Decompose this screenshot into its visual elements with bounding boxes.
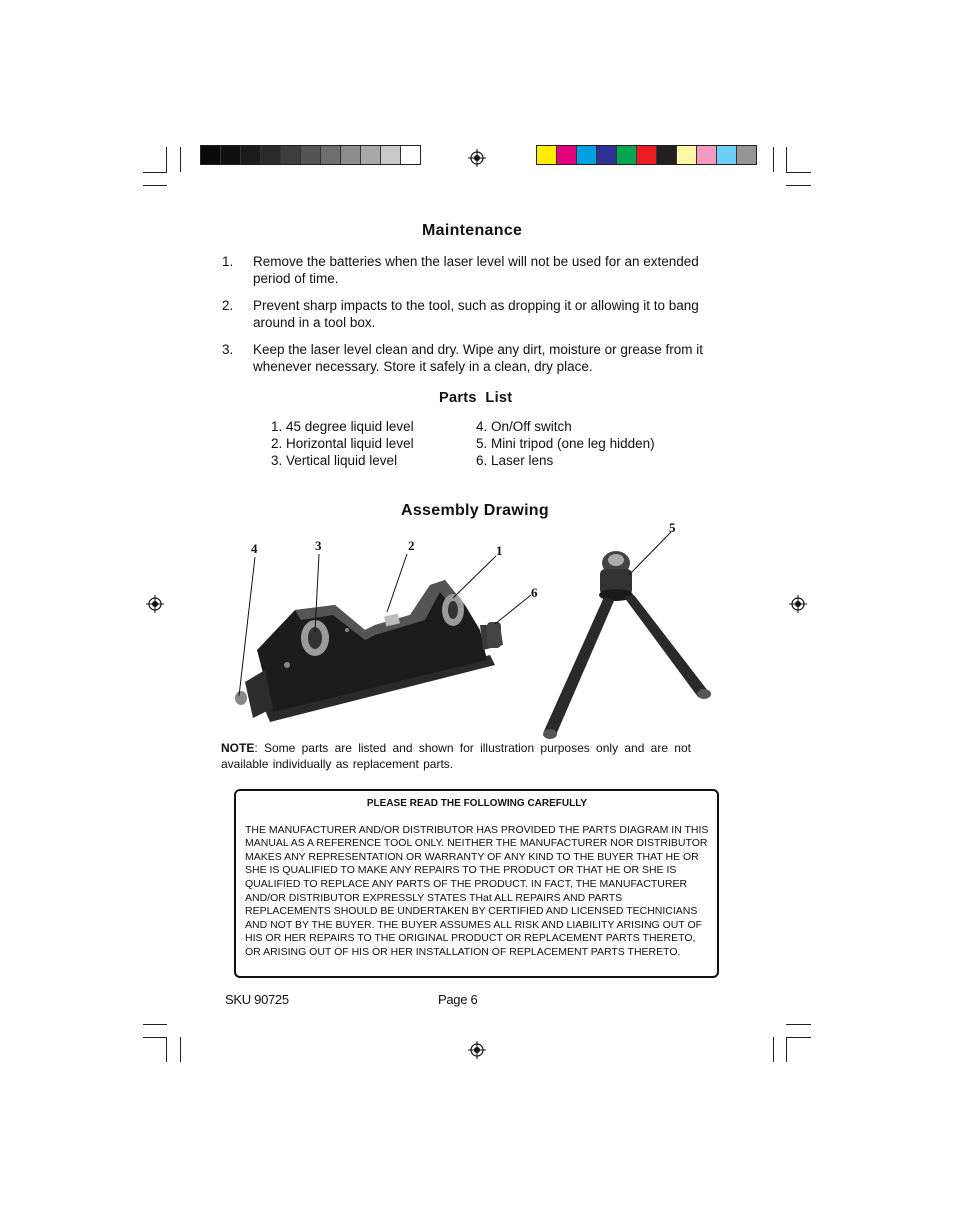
- item-text: Remove the batteries when the laser level will not be used for an extended period of time.: [253, 254, 699, 286]
- color-swatch: [637, 146, 657, 164]
- color-swatch: [717, 146, 737, 164]
- registration-mark-icon: [468, 1041, 486, 1059]
- color-swatch: [737, 146, 756, 164]
- parts-list-item: 3. Vertical liquid level: [271, 453, 398, 468]
- grayscale-bar: [200, 145, 421, 165]
- parts-list-title: Parts List: [439, 390, 513, 406]
- registration-mark-icon: [468, 149, 486, 167]
- callout-1: 1: [496, 543, 503, 558]
- color-swatch: [361, 146, 381, 164]
- note-paragraph: [221, 740, 691, 772]
- parts-list-right: [476, 418, 655, 469]
- color-swatch: [537, 146, 557, 164]
- color-swatch: [597, 146, 617, 164]
- callout-3: 3: [315, 538, 322, 553]
- color-swatch: [617, 146, 637, 164]
- color-swatch: [261, 146, 281, 164]
- callout-6: 6: [531, 585, 538, 600]
- note-text: : Some parts are listed and shown for illustration purposes only and are not available individually as replacement parts.: [221, 741, 691, 771]
- item-text: Keep the laser level clean and dry. Wipe any dirt, moisture or grease from it whenever necessary. Store it safely in a clean, dry place.: [253, 342, 703, 374]
- footer-page-number: Page 6: [438, 992, 478, 1007]
- color-swatch: [381, 146, 401, 164]
- color-swatch: [577, 146, 597, 164]
- callout-leader-lines: [225, 520, 695, 710]
- parts-list-item: 1. 45 degree liquid level: [271, 419, 414, 434]
- color-swatch: [557, 146, 577, 164]
- parts-list-item: 4. On/Off switch: [476, 419, 572, 434]
- disclaimer-box: [234, 789, 719, 978]
- color-swatch: [401, 146, 420, 164]
- parts-list-left: [271, 418, 414, 469]
- color-swatch: [657, 146, 677, 164]
- color-swatch: [301, 146, 321, 164]
- parts-list-item: 2. Horizontal liquid level: [271, 436, 414, 451]
- color-swatch: [321, 146, 341, 164]
- callout-4: 4: [251, 541, 258, 556]
- parts-list-item: 5. Mini tripod (one leg hidden): [476, 436, 655, 451]
- disclaimer-heading: PLEASE READ THE FOLLOWING CAREFULLY: [366, 798, 588, 809]
- callout-5: 5: [669, 520, 676, 535]
- disclaimer-body: THE MANUFACTURER AND/OR DISTRIBUTOR HAS PROVIDED THE PARTS DIAGRAM IN THIS MANUAL AS A REFERENCE TOOL ONLY. NEITHER THE MANUFACTURER NOR DISTRIBUTOR MAKES ANY REPRESENTATION OR WARRANTY OF ANY KIND TO THE BUYER THAT HE OR SHE IS QUALIFIED TO MAKE ANY REPAIRS TO THE PRODUCT OR THAT HE OR SHE IS QUALIFIED TO REPLACE ANY PARTS OF THE PRODUCT. IN FACT, THE MANUFACTURER AND/OR DISTRIBUTOR EXPRESSLY STATES THat ALL REPAIRS AND PARTS REPLACEMENTS SHOULD BE UNDERTAKEN BY CERTIFIED AND LICENSED TECHNICIANS AND NOT BY THE BUYER. THE BUYER ASSUMES ALL RISK AND LIABILITY ARISING OUT OF HIS OR HER REPAIRS TO THE ORIGINAL PRODUCT OR REPLACEMENT PARTS THERETO, OR ARISING OUT OF HIS OR HER INSTALLATION OF REPLACEMENT PARTS THERETO.: [245, 823, 709, 958]
- maintenance-title: Maintenance: [422, 222, 523, 239]
- callout-2: 2: [408, 538, 415, 553]
- item-number: 2.: [222, 298, 234, 313]
- registration-mark-icon: [789, 595, 807, 613]
- parts-list-item: 6. Laser lens: [476, 453, 554, 468]
- footer-sku: SKU 90725: [225, 992, 289, 1007]
- color-swatch: [201, 146, 221, 164]
- item-number: 1.: [222, 254, 234, 269]
- color-swatch: [221, 146, 241, 164]
- item-text: Prevent sharp impacts to the tool, such as dropping it or allowing it to bang around in a tool box.: [253, 298, 699, 330]
- color-swatch: [281, 146, 301, 164]
- item-number: 3.: [222, 342, 234, 357]
- color-swatch: [241, 146, 261, 164]
- registration-mark-icon: [146, 595, 164, 613]
- color-swatch: [677, 146, 697, 164]
- note-label: NOTE: [221, 741, 255, 755]
- color-swatch: [341, 146, 361, 164]
- color-bar: [536, 145, 757, 165]
- assembly-drawing-title: Assembly Drawing: [401, 502, 549, 519]
- color-swatch: [697, 146, 717, 164]
